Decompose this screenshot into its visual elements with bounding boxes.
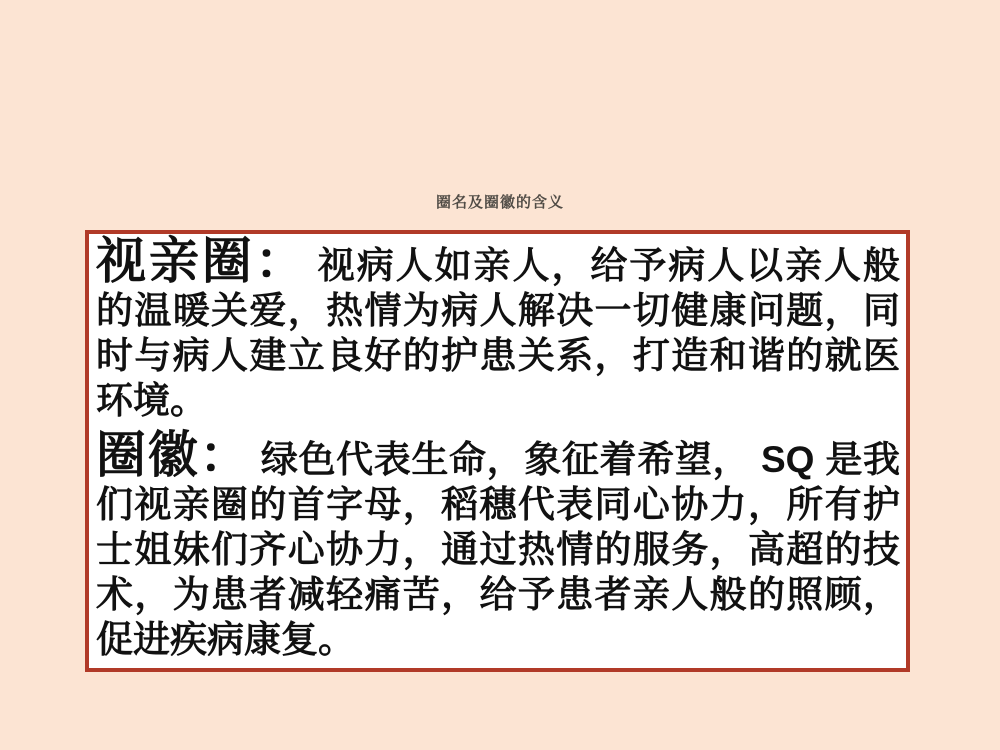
paragraph-circle-emblem-lead: 圈徽： [96, 426, 251, 483]
content-box [85, 230, 910, 672]
paragraph-circle-emblem-body: 绿色代表生命，象征着希望， SQ 是我们视亲圈的首字母，稻穗代表同心协力，所有护士姐妹们齐心协力，通过热情的服务，高超的技术，为患者减轻痛苦，给予患者亲人般的照顾，促进疾病康复。 [96, 438, 900, 660]
slide-title: 圈名及圈徽的含义 [435, 194, 564, 211]
paragraph-circle-name [96, 233, 901, 424]
paragraph-circle-name-body: 视病人如亲人，给予病人以亲人般的温暖关爱，热情为病人解决一切健康问题，同时与病人建立良好的护患关系，打造和谐的就医环境。 [96, 245, 901, 422]
paragraph-circle-name-lead: 视亲圈： [96, 233, 308, 289]
paragraph-circle-emblem [96, 426, 900, 663]
